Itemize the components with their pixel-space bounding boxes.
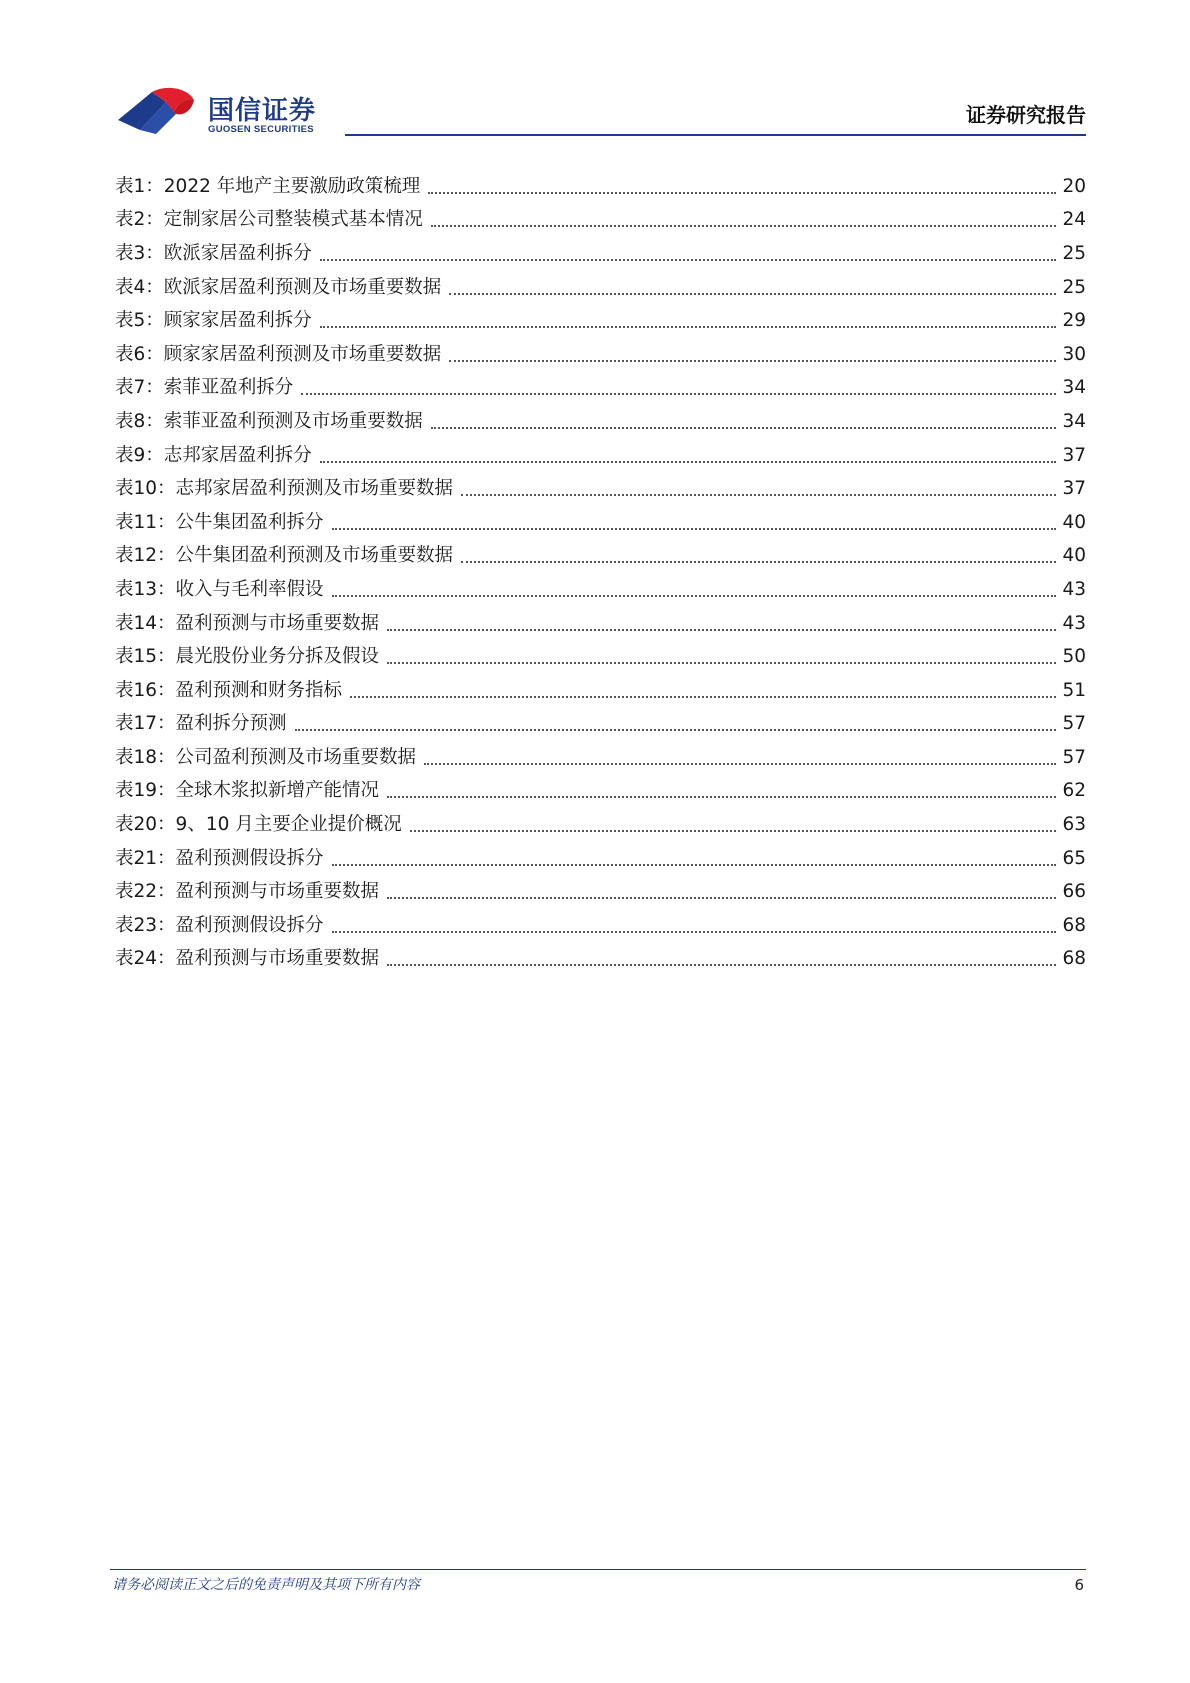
toc-entry-title: 公牛集团盈利预测及市场重要数据: [175, 545, 454, 567]
toc-entry-page: 62: [1062, 780, 1086, 802]
toc-entry[interactable]: [115, 170, 1086, 204]
toc-entry-page: 43: [1062, 578, 1086, 600]
footer-disclaimer: 请务必阅读正文之后的免责声明及其项下所有内容: [112, 1577, 420, 1593]
toc-entry-page: 37: [1062, 478, 1086, 500]
header-divider: [345, 134, 1086, 136]
toc-entry-title: 盈利预测与市场重要数据: [175, 948, 380, 970]
toc-dot-leader: [320, 326, 1057, 328]
toc-dot-leader: [320, 259, 1057, 261]
toc-dot-leader: [387, 629, 1056, 631]
toc-entry[interactable]: [115, 304, 1086, 338]
toc-entry[interactable]: [115, 204, 1086, 238]
toc-entry-title: 盈利拆分预测: [175, 713, 287, 735]
toc-dot-leader: [301, 393, 1056, 395]
toc-dot-leader: [387, 662, 1056, 664]
toc-entry-title: 盈利预测与市场重要数据: [175, 881, 380, 903]
toc-entry-number: 表5：: [115, 310, 164, 332]
toc-entry[interactable]: [115, 640, 1086, 674]
report-type-label: 证券研究报告: [966, 103, 1086, 127]
page-number: 6: [1074, 1576, 1084, 1594]
toc-entry-title: 盈利预测和财务指标: [175, 679, 343, 701]
toc-dot-leader: [332, 864, 1057, 866]
toc-entry-page: 34: [1062, 377, 1086, 399]
toc-entry-page: 34: [1062, 410, 1086, 432]
toc-entry-page: 68: [1062, 914, 1086, 936]
toc-entry-page: 40: [1062, 545, 1086, 567]
toc-entry-title: 2022 年地产主要激励政策梳理: [163, 175, 421, 197]
toc-entry-page: 29: [1062, 310, 1086, 332]
toc-entry-page: 25: [1062, 242, 1086, 264]
toc-entry-title: 收入与毛利率假设: [175, 578, 324, 600]
toc-entry[interactable]: [115, 909, 1086, 943]
toc-entry[interactable]: [115, 573, 1086, 607]
toc-entry-title: 盈利预测假设拆分: [175, 847, 324, 869]
toc-dot-leader: [320, 461, 1057, 463]
toc-entry[interactable]: [115, 943, 1086, 977]
toc-dot-leader: [431, 225, 1057, 227]
toc-entry[interactable]: [115, 372, 1086, 406]
toc-entry[interactable]: [115, 338, 1086, 372]
toc-entry-number: 表11：: [115, 511, 176, 533]
logo-text-cn: 国信证券: [208, 96, 317, 126]
page-header: [0, 0, 1190, 140]
toc-dot-leader: [424, 763, 1056, 765]
toc-entry-title: 志邦家居盈利拆分: [163, 444, 312, 466]
toc-entry-number: 表15：: [115, 646, 176, 668]
toc-entry-title: 志邦家居盈利预测及市场重要数据: [175, 478, 454, 500]
toc-entry-number: 表21：: [115, 847, 176, 869]
toc-entry-title: 索菲亚盈利预测及市场重要数据: [163, 410, 423, 432]
logo-mark-icon: [116, 86, 200, 138]
toc-entry-page: 66: [1062, 881, 1086, 903]
toc-dot-leader: [431, 427, 1057, 429]
toc-entry-number: 表7：: [115, 377, 164, 399]
toc-entry-title: 顾家家居盈利预测及市场重要数据: [163, 343, 442, 365]
toc-entry-page: 57: [1062, 746, 1086, 768]
toc-entry-page: 50: [1062, 646, 1086, 668]
toc-entry[interactable]: [115, 506, 1086, 540]
toc-entry-number: 表2：: [115, 209, 164, 231]
toc-entry-number: 表14：: [115, 612, 176, 634]
logo-text-en: GUOSEN SECURITIES: [208, 124, 314, 135]
toc-entry[interactable]: [115, 741, 1086, 775]
toc-entry-number: 表19：: [115, 780, 176, 802]
toc-dot-leader: [295, 729, 1057, 731]
toc-entry[interactable]: [115, 775, 1086, 809]
toc-entry-title: 9、10 月主要企业提价概况: [175, 814, 402, 836]
toc-entry-page: 20: [1062, 175, 1086, 197]
toc-entry-number: 表1：: [115, 175, 164, 197]
toc-entry-number: 表24：: [115, 948, 176, 970]
toc-entry-page: 43: [1062, 612, 1086, 634]
toc-entry-page: 37: [1062, 444, 1086, 466]
toc-entry[interactable]: [115, 607, 1086, 641]
toc-dot-leader: [350, 696, 1056, 698]
toc-dot-leader: [387, 964, 1056, 966]
toc-dot-leader: [428, 192, 1056, 194]
toc-entry-number: 表13：: [115, 578, 176, 600]
toc-entry-page: 57: [1062, 713, 1086, 735]
toc-entry-title: 索菲亚盈利拆分: [163, 377, 294, 399]
toc-entry-page: 63: [1062, 814, 1086, 836]
toc-dot-leader: [449, 293, 1056, 295]
toc-dot-leader: [332, 528, 1057, 530]
toc-dot-leader: [387, 897, 1056, 899]
toc-dot-leader: [410, 830, 1057, 832]
toc-entry-number: 表20：: [115, 814, 176, 836]
toc-entry[interactable]: [115, 271, 1086, 305]
toc-entry-title: 盈利预测假设拆分: [175, 914, 324, 936]
toc-entry[interactable]: [115, 808, 1086, 842]
toc-entry-number: 表9：: [115, 444, 164, 466]
toc-entry-number: 表12：: [115, 545, 176, 567]
toc-entry-number: 表10：: [115, 478, 176, 500]
toc-entry-title: 定制家居公司整装模式基本情况: [163, 209, 423, 231]
toc-entry-number: 表17：: [115, 713, 176, 735]
toc-entry-page: 40: [1062, 511, 1086, 533]
toc-entry[interactable]: [115, 439, 1086, 473]
toc-entry-title: 公牛集团盈利拆分: [175, 511, 324, 533]
toc-entry-page: 51: [1062, 679, 1086, 701]
toc-entry-title: 欧派家居盈利预测及市场重要数据: [163, 276, 442, 298]
toc-dot-leader: [332, 595, 1057, 597]
toc-dot-leader: [387, 796, 1056, 798]
toc-entry-page: 30: [1062, 343, 1086, 365]
toc-entry-title: 公司盈利预测及市场重要数据: [175, 746, 417, 768]
toc-entry-number: 表16：: [115, 679, 176, 701]
toc-entry-title: 晨光股份业务分拆及假设: [175, 646, 380, 668]
toc-entry-number: 表23：: [115, 914, 176, 936]
toc-entry-number: 表6：: [115, 343, 164, 365]
toc-entry-title: 欧派家居盈利拆分: [163, 242, 312, 264]
toc-dot-leader: [449, 360, 1056, 362]
toc-entry[interactable]: [115, 472, 1086, 506]
footer-divider: [110, 1569, 1086, 1570]
toc-entry[interactable]: [115, 405, 1086, 439]
toc-entry[interactable]: [115, 674, 1086, 708]
toc-entry-number: 表8：: [115, 410, 164, 432]
toc-dot-leader: [461, 494, 1056, 496]
toc-entry[interactable]: [115, 842, 1086, 876]
toc-entry-number: 表18：: [115, 746, 176, 768]
toc-entry-number: 表4：: [115, 276, 164, 298]
toc-entry[interactable]: [115, 237, 1086, 271]
table-of-contents: [115, 170, 1086, 976]
toc-entry-page: 25: [1062, 276, 1086, 298]
toc-entry-page: 68: [1062, 948, 1086, 970]
toc-entry-page: 24: [1062, 209, 1086, 231]
toc-entry-title: 盈利预测与市场重要数据: [175, 612, 380, 634]
toc-entry-number: 表3：: [115, 242, 164, 264]
company-logo: [116, 86, 326, 138]
toc-dot-leader: [332, 931, 1057, 933]
toc-entry-title: 全球木浆拟新增产能情况: [175, 780, 380, 802]
toc-entry[interactable]: [115, 540, 1086, 574]
toc-entry-title: 顾家家居盈利拆分: [163, 310, 312, 332]
toc-entry[interactable]: [115, 875, 1086, 909]
toc-entry[interactable]: [115, 708, 1086, 742]
toc-dot-leader: [461, 561, 1056, 563]
toc-entry-number: 表22：: [115, 881, 176, 903]
toc-entry-page: 65: [1062, 847, 1086, 869]
